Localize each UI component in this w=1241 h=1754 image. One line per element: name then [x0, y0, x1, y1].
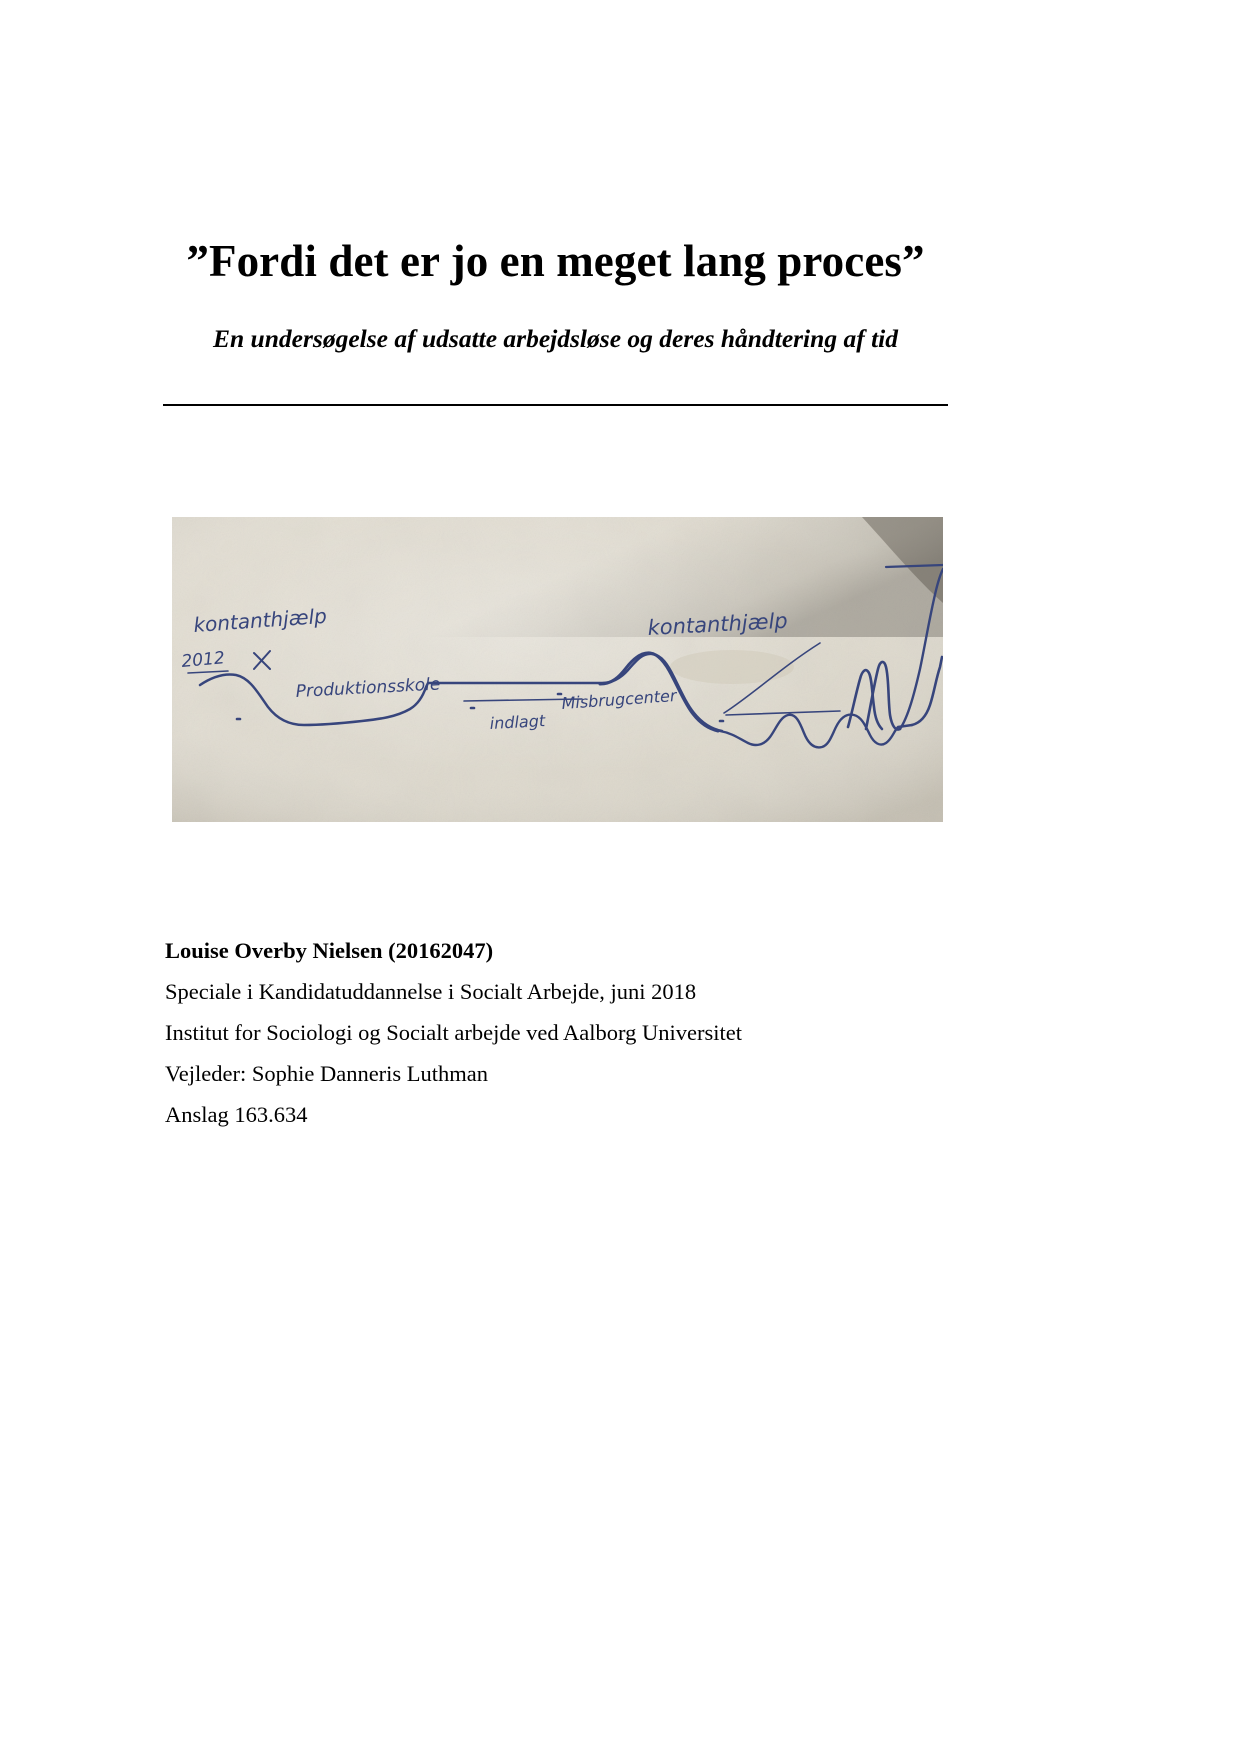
program-line: Speciale i Kandidatuddannelse i Socialt Arbejde, juni 2018: [165, 979, 697, 1004]
page-title: ”Fordi det er jo en meget lang proces”: [186, 236, 925, 286]
svg-text:Produktionsskole: Produktionsskole: [295, 674, 441, 702]
page-subtitle: En undersøgelse af udsatte arbejdsløse og deres håndtering af tid: [212, 324, 898, 354]
title-block: [163, 236, 948, 355]
character-count-line: Anslag 163.634: [165, 1102, 308, 1127]
handwritten-lifeline-photo: [172, 517, 943, 822]
author-meta-block: [165, 940, 925, 1127]
institute-line: Institut for Sociologi og Socialt arbejde ved Aalborg Universitet: [165, 1020, 742, 1045]
title-divider: [163, 404, 948, 406]
svg-text:Misbrugcenter: Misbrugcenter: [560, 686, 678, 713]
supervisor-line: Vejleder: Sophie Danneris Luthman: [165, 1061, 489, 1086]
svg-text:indlagt: indlagt: [489, 711, 546, 733]
author-name-line: Louise Overby Nielsen (20162047): [165, 938, 494, 963]
svg-text:kontanthjælp: kontanthjælp: [647, 608, 789, 640]
svg-text:2012: 2012: [180, 648, 226, 672]
svg-text:kontanthjælp: kontanthjælp: [192, 603, 328, 637]
